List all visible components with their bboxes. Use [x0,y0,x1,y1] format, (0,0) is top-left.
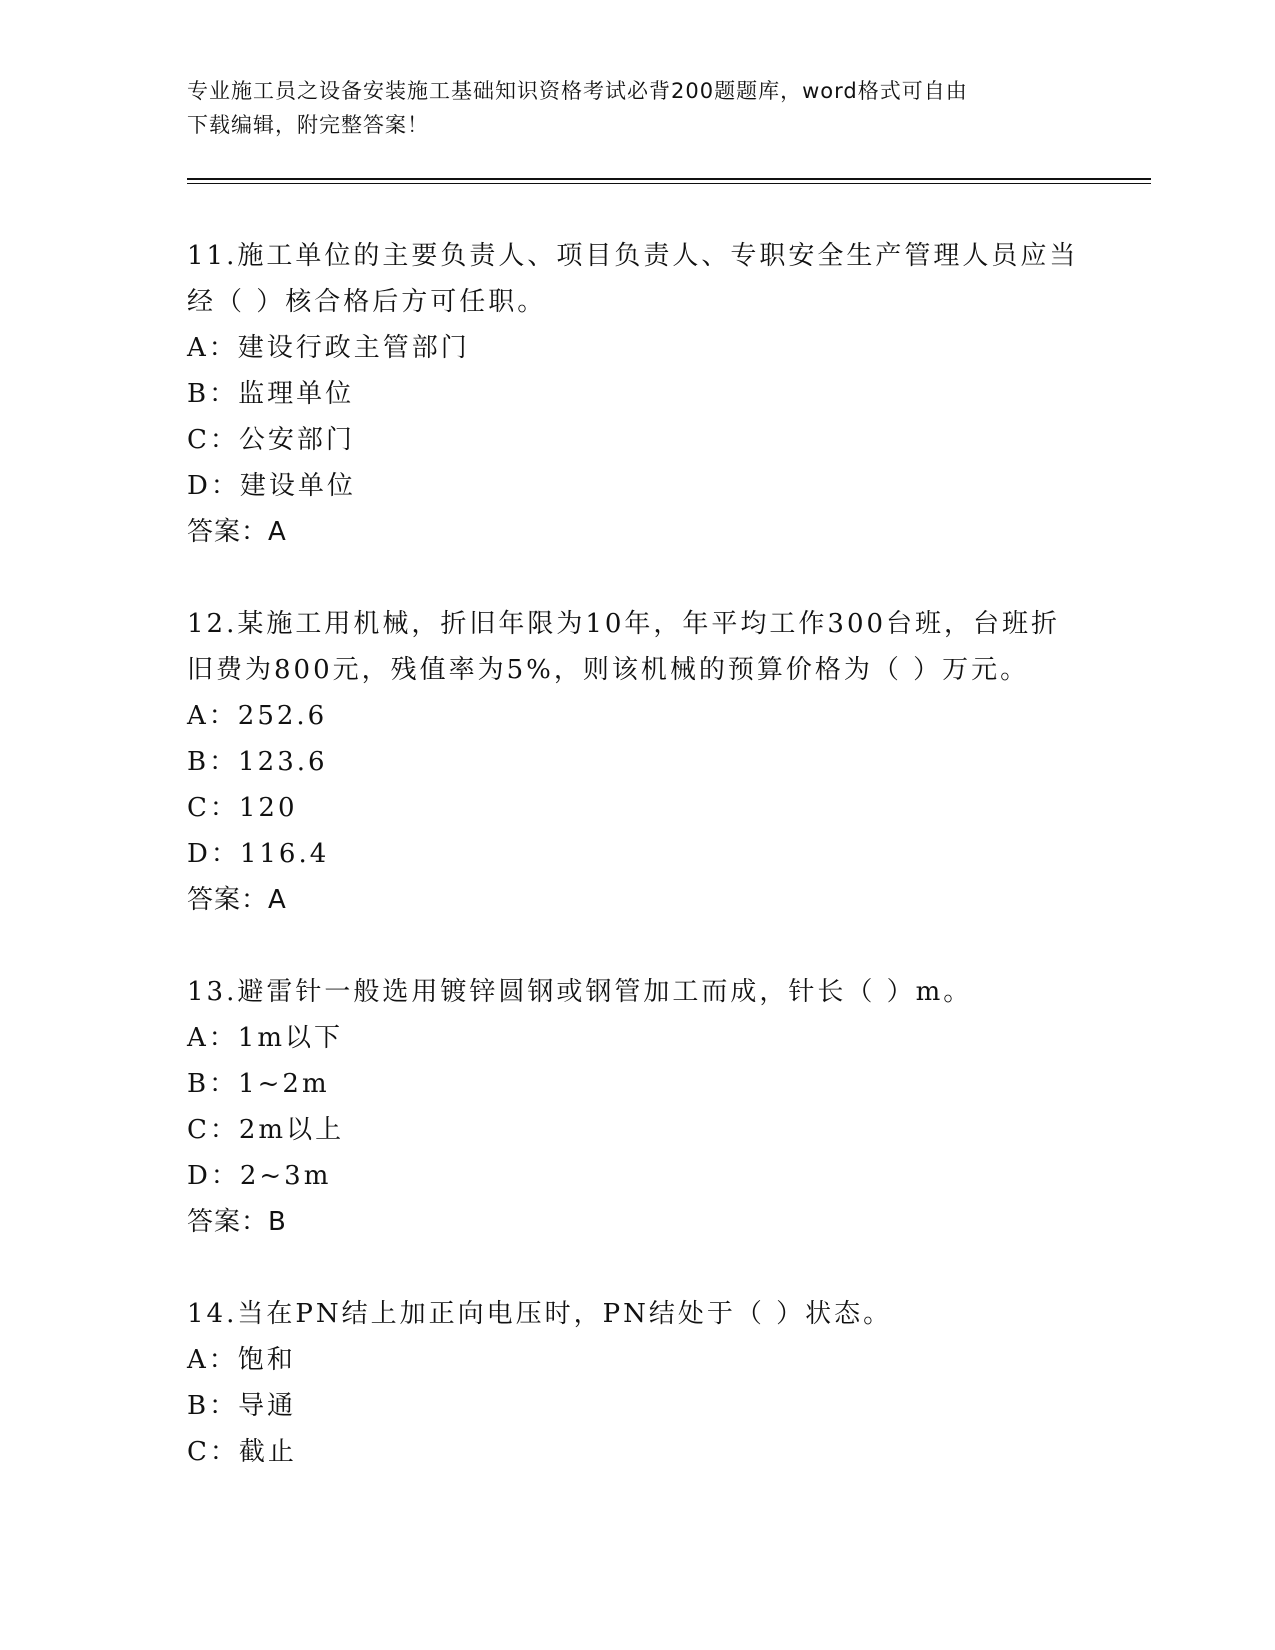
question-stem-line-2: 经（ ）核合格后方可任职。 [187,287,547,317]
question-stem-line-1: 12.某施工用机械，折旧年限为10年，年平均工作300台班，台班折 [187,609,1061,639]
question-14 [187,1291,1087,1475]
header-line-1: 专业施工员之设备安装施工基础知识资格考试必背200题题库，word格式可自由 [187,79,968,103]
option-a: A：饱和 [187,1345,296,1375]
option-b: B：导通 [187,1391,297,1421]
option-d: D：2~3m [187,1161,332,1191]
option-a: A：建设行政主管部门 [187,333,470,363]
option-b: B：123.6 [187,747,328,777]
header-divider-thick [187,178,1151,180]
option-d: D：建设单位 [187,471,356,501]
option-c: C：公安部门 [187,425,355,455]
question-stem-line-1: 13.避雷针一般选用镀锌圆钢或钢管加工而成，针长（ ）m。 [187,977,973,1007]
header-divider-thin [187,183,1151,184]
option-c: C：120 [187,793,298,823]
option-d: D：116.4 [187,839,330,869]
question-stem-line-2: 旧费为800元，残值率为5%，则该机械的预算价格为（ ）万元。 [187,655,1030,685]
option-a: A：1m以下 [187,1023,343,1053]
option-c: C：2m以上 [187,1115,345,1145]
question-stem-line-1: 14.当在PN结上加正向电压时，PN结处于（ ）状态。 [187,1299,893,1329]
question-stem-line-1: 11.施工单位的主要负责人、项目负责人、专职安全生产管理人员应当 [187,241,1079,271]
header-line-2: 下载编辑，附完整答案！ [187,113,429,137]
document-header [187,74,1087,142]
answer: 答案：A [187,517,287,547]
option-b: B：监理单位 [187,379,355,409]
option-b: B：1~2m [187,1069,330,1099]
question-11 [187,233,1087,555]
answer: 答案：B [187,1207,287,1237]
question-12 [187,601,1087,923]
option-a: A：252.6 [187,701,328,731]
question-list [187,233,1087,1521]
option-c: C：截止 [187,1437,297,1467]
answer: 答案：A [187,885,287,915]
question-13 [187,969,1087,1245]
